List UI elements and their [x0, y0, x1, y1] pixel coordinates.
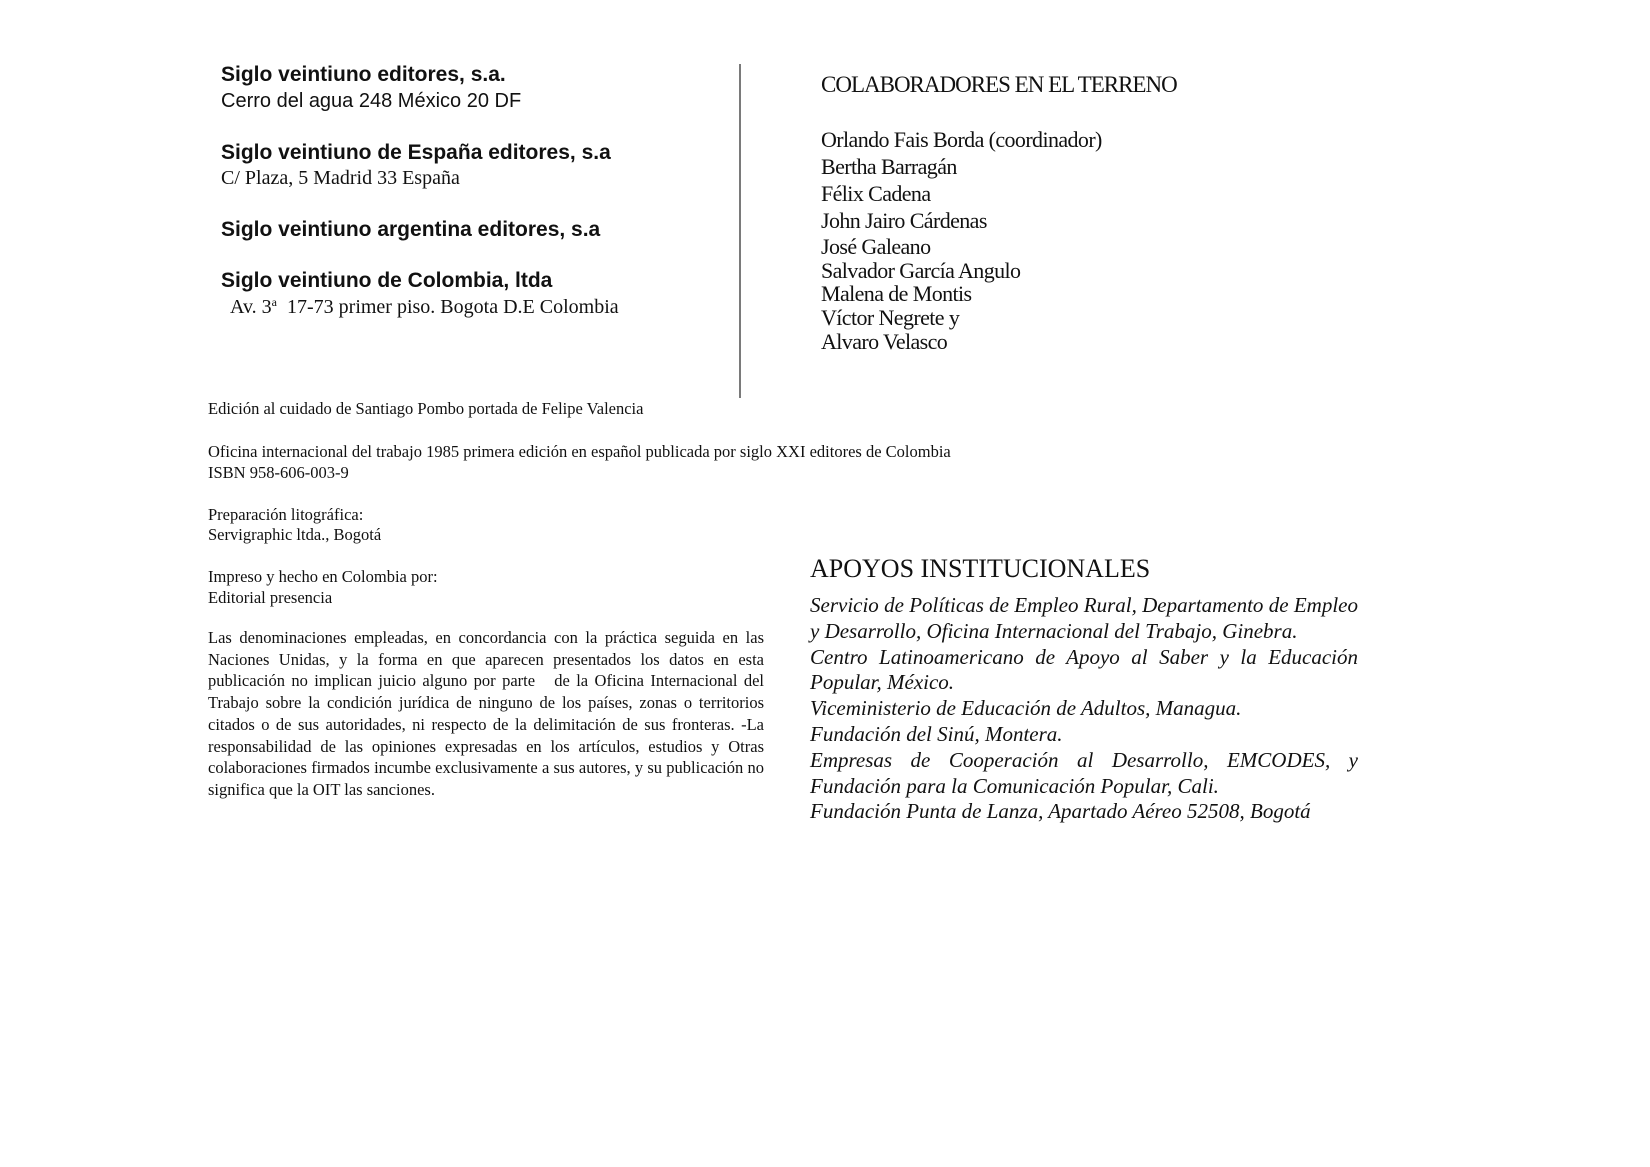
printed-label: Impreso y hecho en Colombia por:: [208, 567, 438, 586]
collaborator-name: Félix Cadena: [821, 181, 931, 206]
edition-credit: Edición al cuidado de Santiago Pombo portada de Felipe Valencia: [208, 399, 644, 418]
collaborator-name: Orlando Fais Borda (coordinador): [821, 127, 1102, 152]
litho-value: Servigraphic ltda., Bogotá: [208, 525, 382, 544]
publisher-address: Cerro del agua 248 México 20 DF: [221, 90, 522, 112]
collaborators-title: COLABORADORES EN EL TERRENO: [821, 72, 1177, 97]
publisher-name: Siglo veintiuno de España editores, s.a: [221, 141, 611, 164]
apoyo-item: Viceministerio de Educación de Adultos, Managua.: [810, 696, 1242, 721]
copyright-line: Oficina internacional del trabajo 1985 primera edición en español publicada por siglo XXI editores de Colombia: [208, 442, 951, 461]
column-divider: [739, 64, 741, 398]
collaborator-name: John Jairo Cárdenas: [821, 208, 987, 233]
publisher-address: C/ Plaza, 5 Madrid 33 España: [221, 167, 460, 189]
apoyo-item: Empresas de Cooperación al Desarrollo, EMCODES, y Fundación para la Comunicación Popular, Cali.: [810, 747, 1358, 798]
publisher-name: Siglo veintiuno de Colombia, ltda: [221, 269, 553, 292]
collaborator-name: Salvador García Angulo: [821, 258, 1021, 283]
collaborators-list: [821, 128, 1102, 354]
apoyo-item: Fundación Punta de Lanza, Apartado Aéreo 52508, Bogotá: [810, 799, 1311, 824]
printed-value: Editorial presencia: [208, 588, 333, 607]
apoyo-item: Fundación del Sinú, Montera.: [810, 721, 1063, 746]
apoyo-item: Servicio de Políticas de Empleo Rural, Departamento de Empleo y Desarrollo, Oficina Internacional del Trabajo, Ginebra.: [810, 593, 1358, 643]
publisher-name: Siglo veintiuno argentina editores, s.a: [221, 218, 601, 241]
collaborator-name: José Galeano: [821, 234, 931, 259]
apoyo-item: Centro Latinoamericano de Apoyo al Saber y la Educación Popular, México.: [810, 644, 1358, 695]
publisher-address: Av. 3$^a$ 17-73 primer piso. Bogota D.E Colombia: [230, 295, 619, 318]
collaborator-name: Bertha Barragán: [821, 154, 957, 179]
apoyos-list: [810, 593, 1358, 825]
isbn: ISBN 958-606-003-9: [208, 463, 349, 482]
collaborator-name: Malena de Montis: [821, 281, 972, 306]
litho-label: Preparación litográfica:: [208, 505, 364, 524]
publisher-name: Siglo veintiuno editores, s.a.: [221, 63, 506, 86]
collaborator-name: Alvaro Velasco: [821, 329, 948, 354]
apoyos-title: APOYOS INSTITUCIONALES: [810, 554, 1151, 583]
collaborator-name: Víctor Negrete y: [821, 305, 960, 330]
disclaimer-paragraph: Las denominaciones empleadas, en concordancia con la práctica seguida en las Naciones Unidas, y la forma en que aparecen presentados los datos en esta publicación no implican juicio alguno por parte de la Oficina Internacional del Trabajo sobre la condición jurídica de ninguno de los países, zonas o territorios citados o de sus autoridades, ni respecto de la delimitación de sus fronteras. -La responsabilidad de las opiniones expresadas en los artículos, estudios y Otras colaboraciones firmados incumbe exclusivamente a sus autores, y su publicación no significa que la OIT las sanciones.: [208, 628, 769, 799]
